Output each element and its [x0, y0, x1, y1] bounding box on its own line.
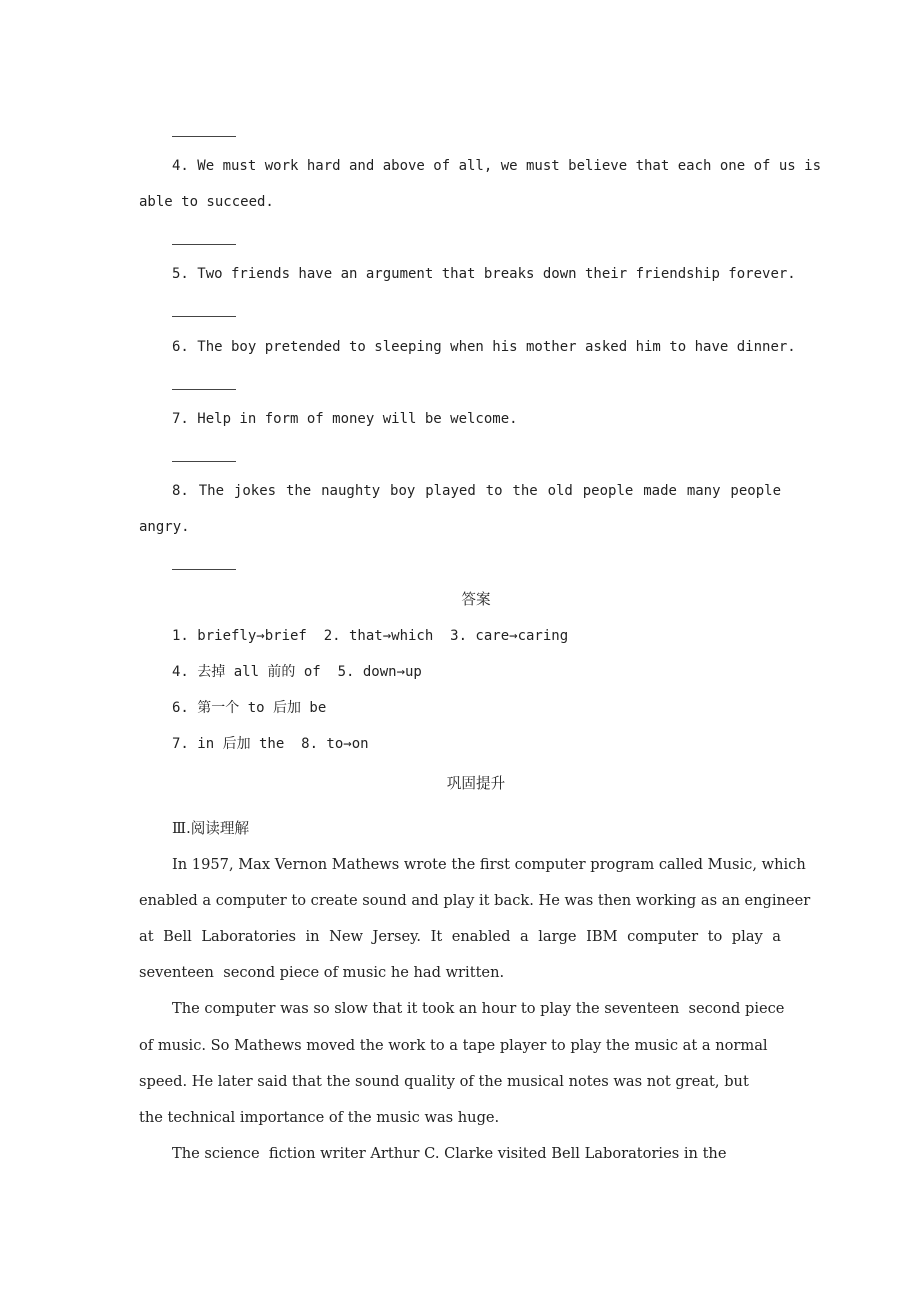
question-4-line-2: able to succeed.	[139, 194, 274, 210]
question-6: 6. The boy pretended to sleeping when his mother asked him to have dinner.	[172, 339, 796, 355]
section-subheading: Ⅲ.阅读理解	[172, 820, 250, 837]
answer-blank[interactable]	[172, 244, 236, 245]
answer-line-1: 1. briefly→brief 2. that→which 3. care→caring	[172, 628, 569, 644]
answers-heading: 答案	[461, 591, 491, 608]
passage-p1-line-2: enabled a computer to create sound and play it back. He was then working as an engineer	[139, 892, 811, 909]
question-8-line-1: 8. The jokes the naughty boy played to the old people made many people	[172, 483, 781, 499]
answer-blank[interactable]	[172, 389, 236, 390]
question-7: 7. Help in form of money will be welcome.	[172, 411, 518, 427]
question-4-line-1: 4. We must work hard and above of all, we must believe that each one of us is	[172, 158, 822, 174]
question-8-line-2: angry.	[139, 519, 190, 535]
passage-p2-line-1: The computer was so slow that it took an hour to play the seventeen second piece	[172, 1000, 785, 1017]
question-5: 5. Two friends have an argument that breaks down their friendship forever.	[172, 266, 796, 282]
passage-p2-line-4: the technical importance of the music was huge.	[139, 1109, 500, 1126]
answer-blank[interactable]	[172, 316, 236, 317]
answer-blank[interactable]	[172, 461, 236, 462]
answer-blank[interactable]	[172, 136, 236, 137]
answer-line-4: 7. in 后加 the 8. to→on	[172, 736, 369, 752]
passage-p2-line-2: of music. So Mathews moved the work to a tape player to play the music at a normal	[139, 1037, 768, 1054]
passage-p1-line-4: seventeen second piece of music he had written.	[139, 964, 505, 981]
answer-blank[interactable]	[172, 569, 236, 570]
answer-line-2: 4. 去掉 all 前的 of 5. down→up	[172, 664, 422, 680]
passage-p1-line-3: at Bell Laboratories in New Jersey. It enabled a large IBM computer to play a	[139, 928, 781, 945]
section-heading: 巩固提升	[446, 775, 506, 792]
answer-line-3: 6. 第一个 to 后加 be	[172, 700, 327, 716]
passage-p3-line-1: The science fiction writer Arthur C. Clarke visited Bell Laboratories in the	[172, 1145, 727, 1162]
passage-p2-line-3: speed. He later said that the sound quality of the musical notes was not great, but	[139, 1073, 749, 1090]
passage-p1-line-1: In 1957, Max Vernon Mathews wrote the first computer program called Music, which	[172, 856, 806, 873]
